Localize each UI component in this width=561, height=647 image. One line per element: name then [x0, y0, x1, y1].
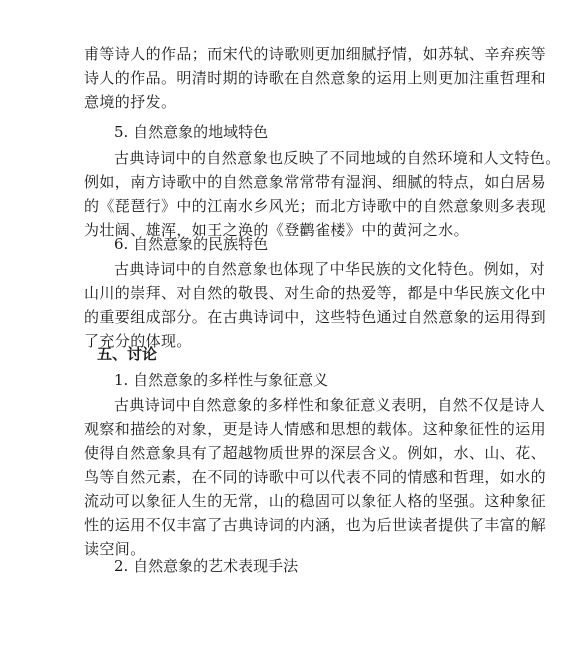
- paragraph-continued: [84, 42, 547, 114]
- text-line: 古典诗词中的自然意象也体现了中华民族的文化特色。例如，对: [114, 260, 546, 278]
- text-line: 流动可以象征人生的无常，山的稳固可以象征人格的坚强。这种象征: [84, 492, 547, 510]
- section-heading-discussion: 五、讨论: [97, 345, 158, 363]
- text-line: 意境的抒发。: [84, 93, 177, 111]
- text-line: 山川的崇拜、对自然的敬畏、对生命的热爱等，都是中华民族文化中: [84, 284, 547, 302]
- paragraph-6: [84, 257, 547, 353]
- subheading-6: 6. 自然意象的民族特色: [114, 235, 269, 253]
- subheading-5: 5. 自然意象的地域特色: [114, 123, 269, 141]
- subheading-d2: 2. 自然意象的艺术表现手法: [114, 557, 299, 575]
- text-line: 了充分的体现。: [84, 332, 192, 350]
- text-line: 读空间。: [84, 540, 146, 558]
- text-line: 例如，南方诗歌中的自然意象常常带有湿润、细腻的特点，如白居易: [84, 173, 547, 191]
- text-line: 性的运用不仅丰富了古典诗词的内涵，也为后世读者提供了丰富的解: [84, 516, 547, 534]
- text-line: 观察和描绘的对象，更是诗人情感和思想的载体。这种象征性的运用: [84, 420, 547, 438]
- text-line: 为壮阔、雄浑，如王之涣的《登鹳雀楼》中的黄河之水。: [84, 221, 470, 239]
- text-line: 诗人的作品。明清时期的诗歌在自然意象的运用上则更加注重哲理和: [84, 69, 547, 87]
- text-line: 古典诗词中自然意象的多样性和象征意义表明，自然不仅是诗人: [114, 396, 546, 414]
- text-line: 使得自然意象具有了超越物质世界的深层含义。例如，水、山、花、: [84, 444, 547, 462]
- paragraph-d1: [84, 393, 547, 561]
- text-line: 古典诗词中的自然意象也反映了不同地域的自然环境和人文特色。: [114, 149, 561, 167]
- text-line: 的《琵琶行》中的江南水乡风光；而北方诗歌中的自然意象则多表现: [84, 197, 547, 215]
- subheading-d1: 1. 自然意象的多样性与象征意义: [114, 371, 329, 389]
- text-line: 的重要组成部分。在古典诗词中，这些特色通过自然意象的运用得到: [84, 308, 547, 326]
- paragraph-5: [84, 146, 561, 242]
- text-line: 鸟等自然元素，在不同的诗歌中可以代表不同的情感和哲理，如水的: [84, 468, 547, 486]
- text-line: 甫等诗人的作品；而宋代的诗歌则更加细腻抒情，如苏轼、辛弃疾等: [84, 45, 547, 63]
